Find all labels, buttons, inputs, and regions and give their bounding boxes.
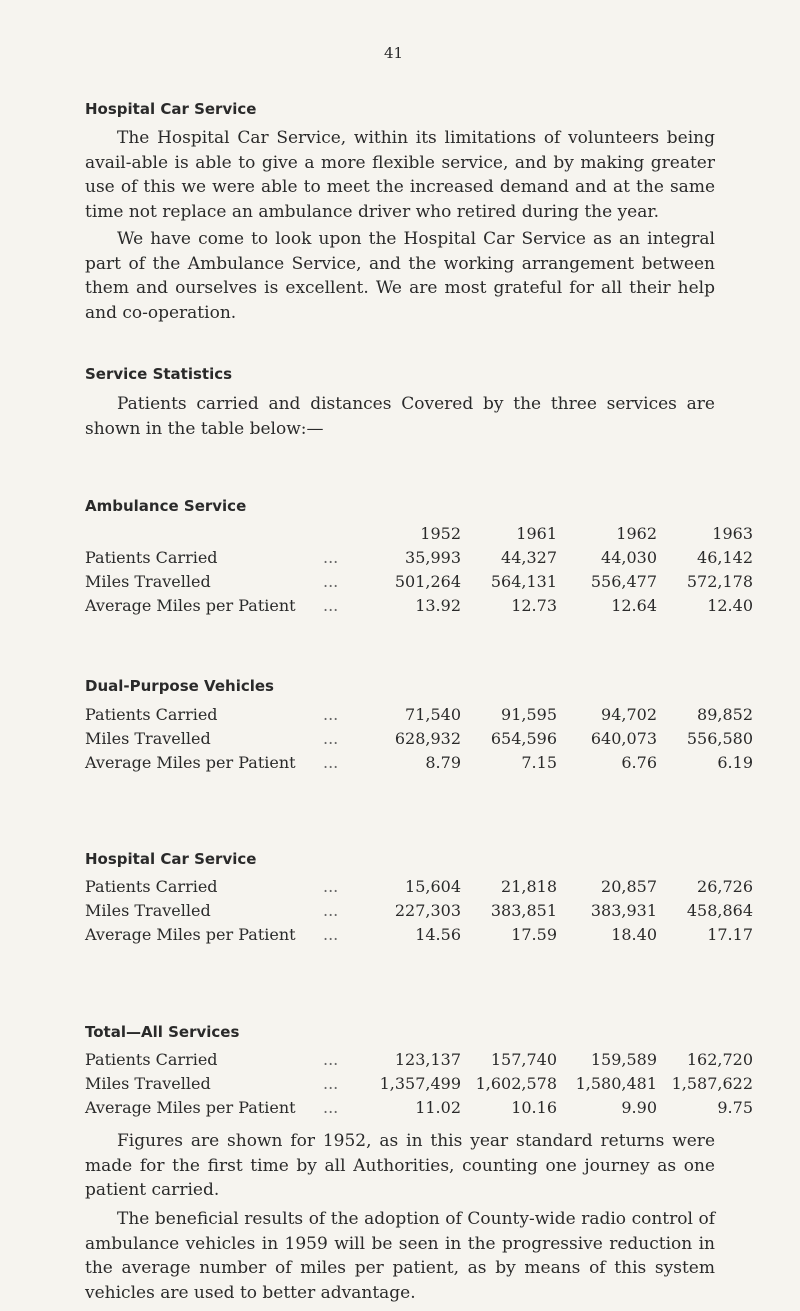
cell-value: 14.56 [415,925,461,944]
cell-value: 18.40 [611,925,657,944]
cell-value: 17.17 [707,925,753,944]
leader-dots: ... [323,753,339,772]
table-row [85,1048,753,1072]
cell-value: 123,137 [394,1050,461,1069]
stats-table-hospital-car [85,875,753,947]
cell-value: 44,030 [601,548,657,567]
cell-value: 44,327 [501,548,557,567]
leader-dots: ... [323,1098,339,1117]
year-1963: 1963 [712,524,753,543]
cell-value: 10.16 [511,1098,557,1117]
leader-dots: ... [323,572,339,591]
cell-value: 9.75 [717,1098,753,1117]
cell-value: 6.76 [621,753,657,772]
cell-value: 556,477 [590,572,657,591]
hospital-car-heading: Hospital Car Service [85,100,257,118]
cell-value: 12.40 [707,596,753,615]
cell-value: 26,726 [697,877,753,896]
cell-value: 94,702 [601,705,657,724]
row-label: Patients Carried [85,1050,218,1069]
cell-value: 12.73 [511,596,557,615]
paragraph-radio-control: The beneficial results of the adoption of County-wide radio control of ambulance vehicles in 1959 will be seen in the progressive reduction in the average number of miles per patient, as by means of this system vehicles are used to better advantage. [85,1209,715,1303]
cell-value: 1,580,481 [575,1074,657,1093]
row-label: Average Miles per Patient [85,1098,296,1117]
row-label: Patients Carried [85,877,218,896]
cell-value: 501,264 [394,572,461,591]
cell-value: 458,864 [686,901,753,920]
paragraph-figures-note: Figures are shown for 1952, as in this year standard returns were made for the first time by all Authorities, counting one journey as one patient carried. [85,1131,715,1200]
table-row [85,546,753,570]
section-title-hospital-car: Hospital Car Service [85,850,257,868]
cell-value: 162,720 [686,1050,753,1069]
stats-table-dual-purpose [85,703,753,775]
page-number: 41 [384,44,404,62]
paragraph-intro: The Hospital Car Service, within its limitations of volunteers being avail-able is able to give a more flexible service, and by making greater use of this we were able to meet the increased demand and at the same time not replace an ambulance driver who retired during the year. [85,128,715,222]
row-label: Average Miles per Patient [85,925,296,944]
year-1962: 1962 [616,524,657,543]
table-row [85,594,753,618]
cell-value: 157,740 [490,1050,557,1069]
table-row [85,727,753,751]
cell-value: 564,131 [490,572,557,591]
leader-dots: ... [323,925,339,944]
cell-value: 20,857 [601,877,657,896]
paragraph-integral: We have come to look upon the Hospital Car Service as an integral part of the Ambulance Service, and the working arrangement between them and ourselves is excellent. We are most grateful for all their help and co-operation. [85,229,715,323]
row-label: Patients Carried [85,705,218,724]
cell-value: 91,595 [501,705,557,724]
cell-value: 89,852 [697,705,753,724]
cell-value: 628,932 [394,729,461,748]
leader-dots: ... [323,705,339,724]
cell-value: 1,602,578 [475,1074,557,1093]
cell-value: 1,357,499 [379,1074,461,1093]
table-row [85,1096,753,1120]
section-title-ambulance: Ambulance Service [85,497,247,515]
row-label: Miles Travelled [85,729,211,748]
paragraph-table-intro: Patients carried and distances Covered by the three services are shown in the table below:— [85,394,715,439]
cell-value: 12.64 [611,596,657,615]
cell-value: 383,931 [590,901,657,920]
leader-dots: ... [323,596,339,615]
cell-value: 11.02 [415,1098,461,1117]
table-row [85,899,753,923]
cell-value: 640,073 [590,729,657,748]
cell-value: 227,303 [394,901,461,920]
stats-table-total [85,1048,753,1120]
cell-value: 17.59 [511,925,557,944]
year-header-row [85,522,753,546]
cell-value: 9.90 [621,1098,657,1117]
cell-value: 572,178 [686,572,753,591]
stats-table-ambulance [85,522,753,618]
row-label: Average Miles per Patient [85,596,296,615]
cell-value: 21,818 [501,877,557,896]
row-label: Miles Travelled [85,901,211,920]
leader-dots: ... [323,1074,339,1093]
leader-dots: ... [323,901,339,920]
cell-value: 35,993 [405,548,461,567]
row-label: Patients Carried [85,548,218,567]
cell-value: 1,587,622 [671,1074,753,1093]
leader-dots: ... [323,877,339,896]
leader-dots: ... [323,548,339,567]
table-row [85,875,753,899]
cell-value: 46,142 [697,548,753,567]
row-label: Miles Travelled [85,1074,211,1093]
section-title-dual-purpose: Dual-Purpose Vehicles [85,677,274,695]
table-row [85,923,753,947]
cell-value: 71,540 [405,705,461,724]
cell-value: 15,604 [405,877,461,896]
cell-value: 13.92 [415,596,461,615]
leader-dots: ... [323,729,339,748]
year-1961: 1961 [516,524,557,543]
cell-value: 6.19 [717,753,753,772]
cell-value: 159,589 [590,1050,657,1069]
cell-value: 7.15 [521,753,557,772]
table-row [85,1072,753,1096]
row-label: Average Miles per Patient [85,753,296,772]
cell-value: 556,580 [686,729,753,748]
section-title-total: Total—All Services [85,1023,240,1041]
cell-value: 8.79 [425,753,461,772]
row-label: Miles Travelled [85,572,211,591]
service-statistics-heading: Service Statistics [85,365,233,383]
cell-value: 383,851 [490,901,557,920]
year-1952: 1952 [420,524,461,543]
cell-value: 654,596 [490,729,557,748]
table-row [85,751,753,775]
table-row [85,703,753,727]
leader-dots: ... [323,1050,339,1069]
table-row [85,570,753,594]
